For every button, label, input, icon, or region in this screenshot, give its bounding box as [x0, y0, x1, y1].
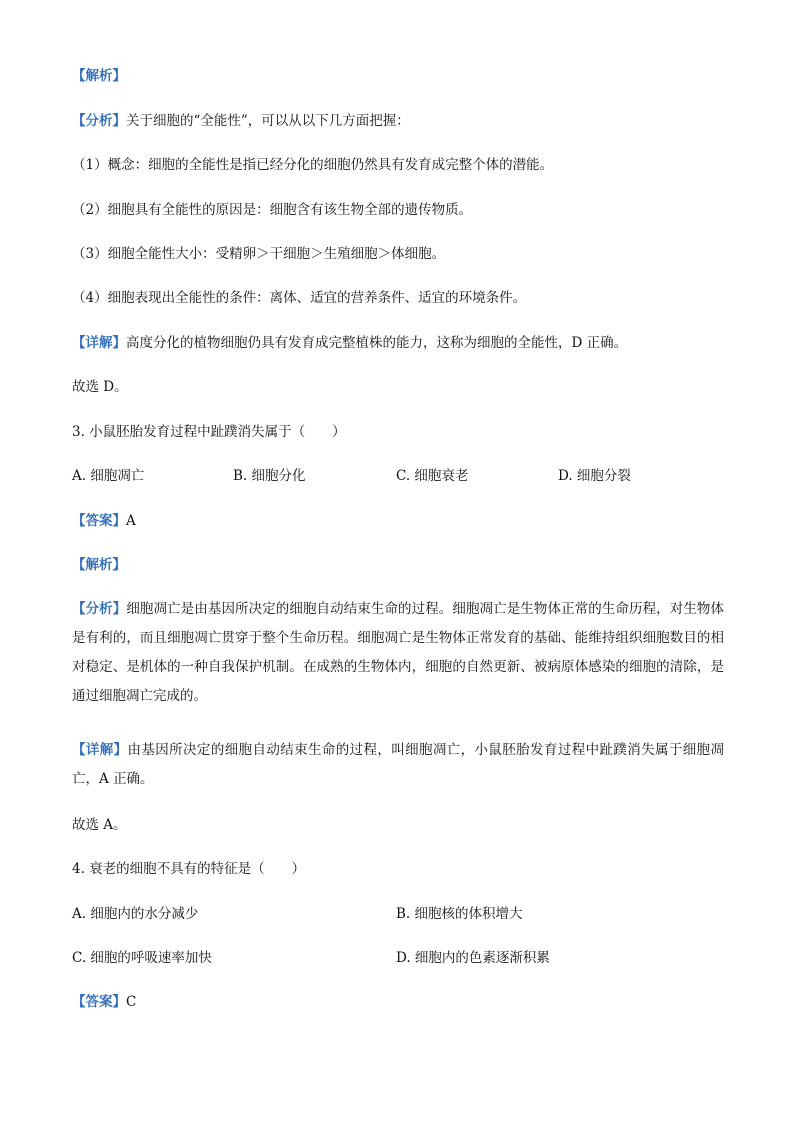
xiangjie-text-line: 凋亡，A 正确。: [72, 742, 725, 787]
fenxi-text-line: 胞的清除，是通过细胞凋亡完成的。: [72, 659, 725, 704]
q4-option-a: A. 细胞内的水分减少: [72, 906, 199, 922]
fenxi-text: 关于细胞的“全能性”，可以从以下几方面把握：: [126, 113, 410, 129]
point-4: （4）细胞表现出全能性的条件：离体、适宜的营养条件、适宜的环境条件。: [72, 290, 527, 306]
xiangjie-tag: 【详解】: [72, 742, 128, 758]
point-3: （3）细胞全能性大小：受精卵＞干细胞＞生殖细胞＞体细胞。: [72, 246, 446, 262]
q3-option-d: D. 细胞分裂: [558, 468, 631, 484]
answer-tag: 【答案】: [72, 994, 126, 1010]
q3-option-a: A. 细胞凋亡: [72, 468, 145, 484]
question-4-stem: 4. 衰老的细胞不具有的特征是（ ）: [72, 861, 306, 877]
fenxi-tag: 【分析】: [72, 601, 127, 617]
analysis-heading: [72, 66, 126, 86]
fenxi-text-line: 细胞凋亡是由基因所决定的细胞自动结束生命的过程。细胞凋亡是生物体正常的生命历程，对生: [126, 601, 697, 617]
fenxi-text-line: 物体是有利的，而且细胞凋亡贯穿于整个生命历程。细胞凋亡是生物体正常发育的基础、能维持组织细胞: [72, 601, 725, 646]
q3-fenxi-paragraph: [72, 595, 724, 711]
xiangjie-text-line: 由基因所决定的细胞自动结束生命的过程，叫细胞凋亡，小鼠胚胎发育过程中趾蹼消失属于细胞: [127, 742, 711, 758]
fenxi-text-line: 数目的相对稳定、是机体的一种自我保护机制。在成熟的生物体内，细胞的自然更新、被病原体感染的细: [72, 630, 725, 675]
fenxi-tag: 【分析】: [72, 113, 126, 129]
q3-analysis-heading: [72, 555, 126, 575]
point-1: （1）概念：细胞的全能性是指已经分化的细胞仍然具有发育成完整个体的潜能。: [72, 157, 554, 173]
q3-conclusion: 故选 A。: [72, 817, 127, 833]
answer-tag: 【答案】: [72, 513, 126, 529]
q4-option-b: B. 细胞核的体积增大: [396, 906, 523, 922]
answer-value: A: [126, 513, 136, 529]
analysis-paragraph: [72, 111, 410, 131]
point-2: （2）细胞具有全能性的原因是：细胞含有该生物全部的遗传物质。: [72, 202, 473, 218]
q3-answer: [72, 511, 136, 531]
q3-xiangjie-paragraph: [72, 736, 724, 794]
analysis-tag: 【解析】: [72, 68, 126, 84]
q4-answer: [72, 992, 136, 1012]
xiangjie-tag: 【详解】: [72, 335, 126, 351]
conclusion: 故选 D。: [72, 379, 128, 395]
q4-option-c: C. 细胞的呼吸速率加快: [72, 950, 212, 966]
detail-paragraph: [72, 333, 627, 353]
question-3-stem: 3. 小鼠胚胎发育过程中趾蹼消失属于（ ）: [72, 424, 346, 440]
q4-option-d: D. 细胞内的色素逐渐积累: [396, 950, 550, 966]
xiangjie-text: 高度分化的植物细胞仍具有发育成完整植株的能力，这称为细胞的全能性，D 正确。: [126, 335, 628, 351]
answer-value: C: [126, 994, 137, 1010]
q3-option-b: B. 细胞分化: [233, 468, 306, 484]
q3-option-c: C. 细胞衰老: [396, 468, 469, 484]
analysis-tag: 【解析】: [72, 557, 126, 573]
